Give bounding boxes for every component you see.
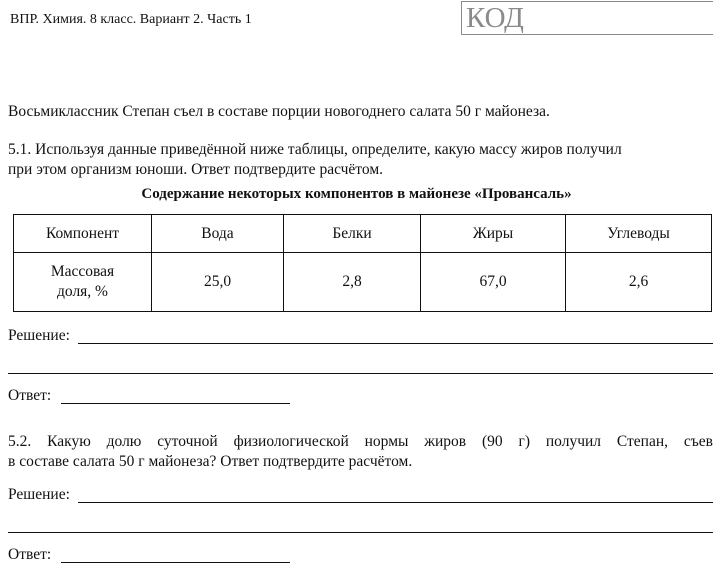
answer-line-5-2[interactable]: [61, 562, 290, 563]
solution-line-5-2-a[interactable]: [78, 502, 713, 503]
task-5-2-text: [8, 432, 713, 472]
task-5-1-line2: при этом организм юноши. Ответ подтвердите расчётом.: [8, 161, 384, 178]
row-label: Массовая доля, %: [14, 253, 152, 312]
answer-line-5-1[interactable]: [61, 403, 290, 404]
task-5-1-text: [8, 140, 622, 180]
value-proteins: 2,8: [284, 253, 421, 312]
header-carbs: Углеводы: [566, 215, 712, 253]
page-header: ВПР. Химия. 8 класс. Вариант 2. Часть 1: [10, 12, 252, 27]
task-5-2-line1: 5.2. Какую долю суточной физиологической нормы жиров (90 г) получил Степан, съев: [8, 433, 713, 450]
task-5-2-line2: в составе салата 50 г майонеза? Ответ подтвердите расчётом.: [8, 453, 413, 470]
table-header-row: [14, 215, 712, 253]
answer-label-5-2: Ответ:: [8, 546, 52, 563]
value-carbs: 2,6: [566, 253, 712, 312]
answer-label-5-1: Ответ:: [8, 387, 52, 404]
table-row: [14, 253, 712, 312]
task-5-1-line1: 5.1. Используя данные приведённой ниже таблицы, определите, какую массу жиров получил: [8, 141, 622, 158]
code-label: КОД: [466, 2, 524, 34]
code-box: [461, 1, 713, 35]
value-water: 25,0: [152, 253, 284, 312]
solution-line-5-1-b[interactable]: [8, 373, 713, 374]
header-component: Компонент: [14, 215, 152, 253]
solution-line-5-1-a[interactable]: [78, 343, 713, 344]
header-water: Вода: [152, 215, 284, 253]
header-fats: Жиры: [421, 215, 566, 253]
solution-line-5-2-b[interactable]: [8, 532, 713, 533]
composition-table: [13, 214, 712, 312]
solution-label-5-1: Решение:: [8, 327, 70, 344]
header-proteins: Белки: [284, 215, 421, 253]
solution-label-5-2: Решение:: [8, 486, 70, 503]
value-fats: 67,0: [421, 253, 566, 312]
table-title: Содержание некоторых компонентов в майонезе «Провансаль»: [141, 186, 572, 202]
intro-text: Восьмиклассник Степан съел в составе порции новогоднего салата 50 г майонеза.: [8, 103, 550, 120]
